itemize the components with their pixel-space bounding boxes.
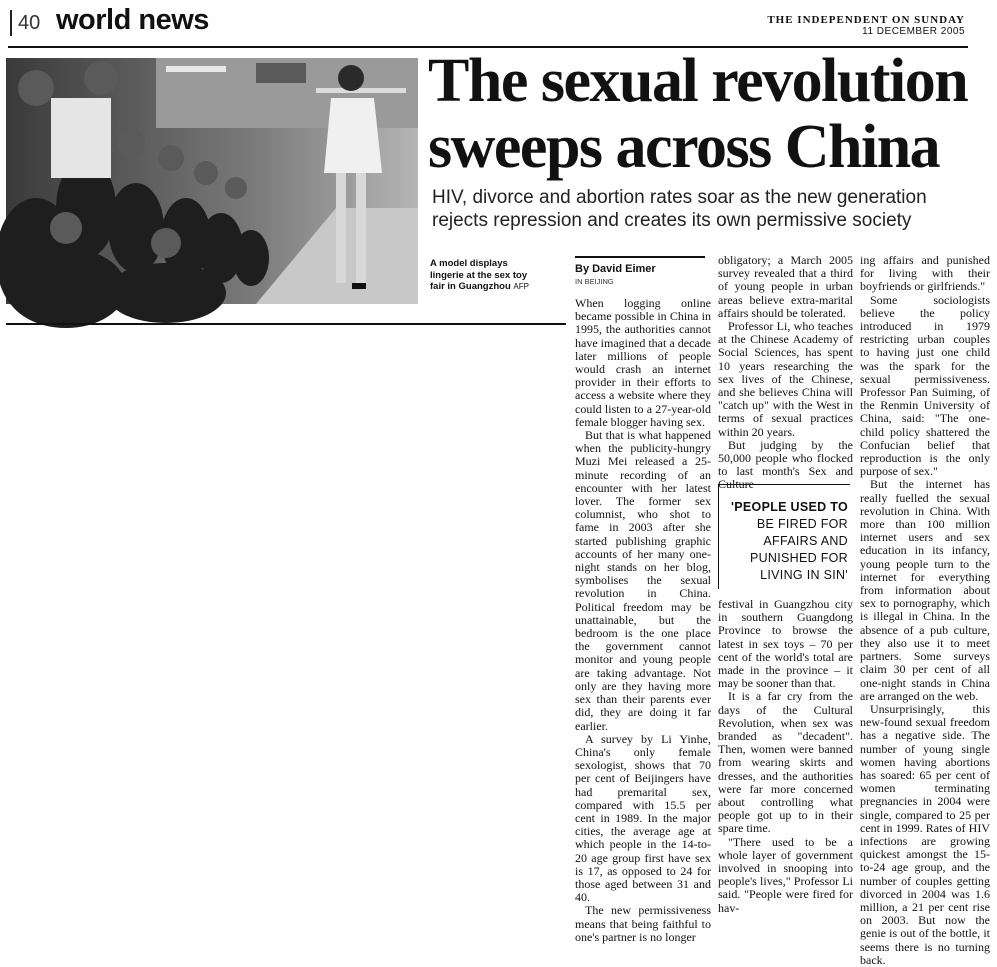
article-column-1	[575, 296, 711, 944]
byline-block	[575, 256, 705, 286]
article-column-3	[860, 253, 990, 967]
dateline: IN BEIJING	[575, 277, 614, 286]
newspaper-name: THE INDEPENDENT ON SUNDAY	[767, 14, 965, 26]
article-column-2-top	[718, 253, 853, 492]
byline: By David Eimer	[575, 263, 656, 275]
paragraph: "There used to be a whole layer of government involved in snooping into people's lives," Professor Li said. "People were fired for hav-	[718, 834, 853, 915]
issue-date: 11 DECEMBER 2005	[862, 26, 965, 37]
caption-text: A model displays lingerie at the sex toy fair in Guangzhou	[430, 258, 528, 292]
story-divider	[6, 323, 566, 325]
paragraph: obligatory; a March 2005 survey revealed that a third of young people in urban areas believe extra-marital affairs should be tolerated.	[718, 253, 853, 320]
paragraph: ing affairs and punished for living with their boyfriends or girlfriends."	[860, 253, 990, 294]
news-photo	[6, 58, 418, 304]
pull-quote-text	[723, 499, 848, 584]
pull-quote	[718, 484, 850, 589]
page-number: 40	[10, 10, 52, 36]
paragraph: festival in Guangzhou city in southern Guangdong Province to browse the latest in sex toys – 70 per cent of the world's total are made in the province – it may be sooner than that.	[718, 597, 853, 691]
fashion-show-photo	[6, 58, 418, 304]
paragraph: But judging by the 50,000 people who flocked to last month's Sex and Culture	[718, 437, 853, 492]
paragraph: The new permissiveness means that being faithful to one's partner is no longer	[575, 903, 711, 944]
section-title: world news	[56, 4, 209, 36]
headline-line-1: The sexual revolution	[428, 47, 968, 115]
pull-quote-lead: 'PEOPLE USED TO	[731, 500, 848, 514]
headline-line-2: sweeps across China	[428, 113, 940, 181]
paragraph: But that is what happened when the publicity-hungry Muzi Mei released a 25-minute recording of an encounter with her latest lover. The former sex columnist, who shot to fame in 2003 after she started publishing graphic accounts of her many one-night stands on her blog, symbolises the sexual revolution in China. Political freedom may be unattainable, but the bedroom is the one place the government cannot monitor and young people are taking advantage. Not only are they having more sex than their parents ever did, they are doing it far earlier.	[575, 428, 711, 733]
photo-caption	[430, 258, 530, 293]
paragraph: A survey by Li Yinhe, China's only female sexologist, shows that 70 per cent of Beijingers have had premarital sex, compared with 15.5 per cent in 1989. In the major cities, the average age at which people in the 14-to-20 age group first have sex is 17, as opposed to 24 for those aged between 31 and 40.	[575, 731, 711, 905]
paragraph: Some sociologists believe the policy introduced in 1979 restricting urban couples to having just one child was the spark for the sexual permissiveness. Professor Pan Suiming, of the Renmin University of China, said: "The one-child policy shattered the Confucian belief that reproduction is the only purpose of sex."	[860, 292, 990, 479]
paragraph: Professor Li, who teaches at the Chinese Academy of Social Sciences, has spent 10 years researching the sex lives of the Chinese, and she believes China will "catch up" with the West in terms of sexual practices within 20 years.	[718, 319, 853, 439]
paragraph: Unsurprisingly, this new-found sexual freedom has a negative side. The number of young single women having abortions has soared: 65 per cent of women terminating pregnancies in 2004 were single, compared to 25 per cent in 1999. Rates of HIV infections are growing quickest amongst the 15-to-24 age group, and the number of couples getting divorced in 2004 was 1.6 million, a 21 per cent rise on 2003. But now the genie is out of the bottle, it seems there is no turning back.	[860, 701, 990, 967]
article-column-2-bottom	[718, 597, 853, 915]
paragraph: When logging online became possible in China in 1995, the authorities cannot have imagined that a decade later millions of people would crash an internet provider in their efforts to access a website where they could listen to a 27-year-old female blogger having sex.	[575, 296, 711, 429]
pull-quote-rest: BE FIRED FOR AFFAIRS AND PUNISHED FOR LIVING IN SIN'	[749, 517, 848, 582]
paragraph: It is a far cry from the days of the Cultural Revolution, when sex was branded as "decadent". Then, women were banned from wearing skirts and dresses, and the authorities were far more concerned about controlling what people got up to in their spare time.	[718, 689, 853, 836]
photo-credit: AFP	[513, 282, 529, 291]
headline	[428, 48, 988, 180]
byline-rule	[575, 256, 705, 258]
paragraph: But the internet has really fuelled the sexual revolution in China. With more than 100 million internet users and sex education in its infancy, young people turn to the internet for everything from information about sex to pornography, which is illegal in China. In the absence of a pub culture, they also use it to meet partners. Some surveys claim 30 per cent of all one-night stands in China are arranged on the web.	[860, 477, 990, 703]
subheadline: HIV, divorce and abortion rates soar as the new generation rejects repression and creates its own permissive society	[432, 187, 927, 231]
